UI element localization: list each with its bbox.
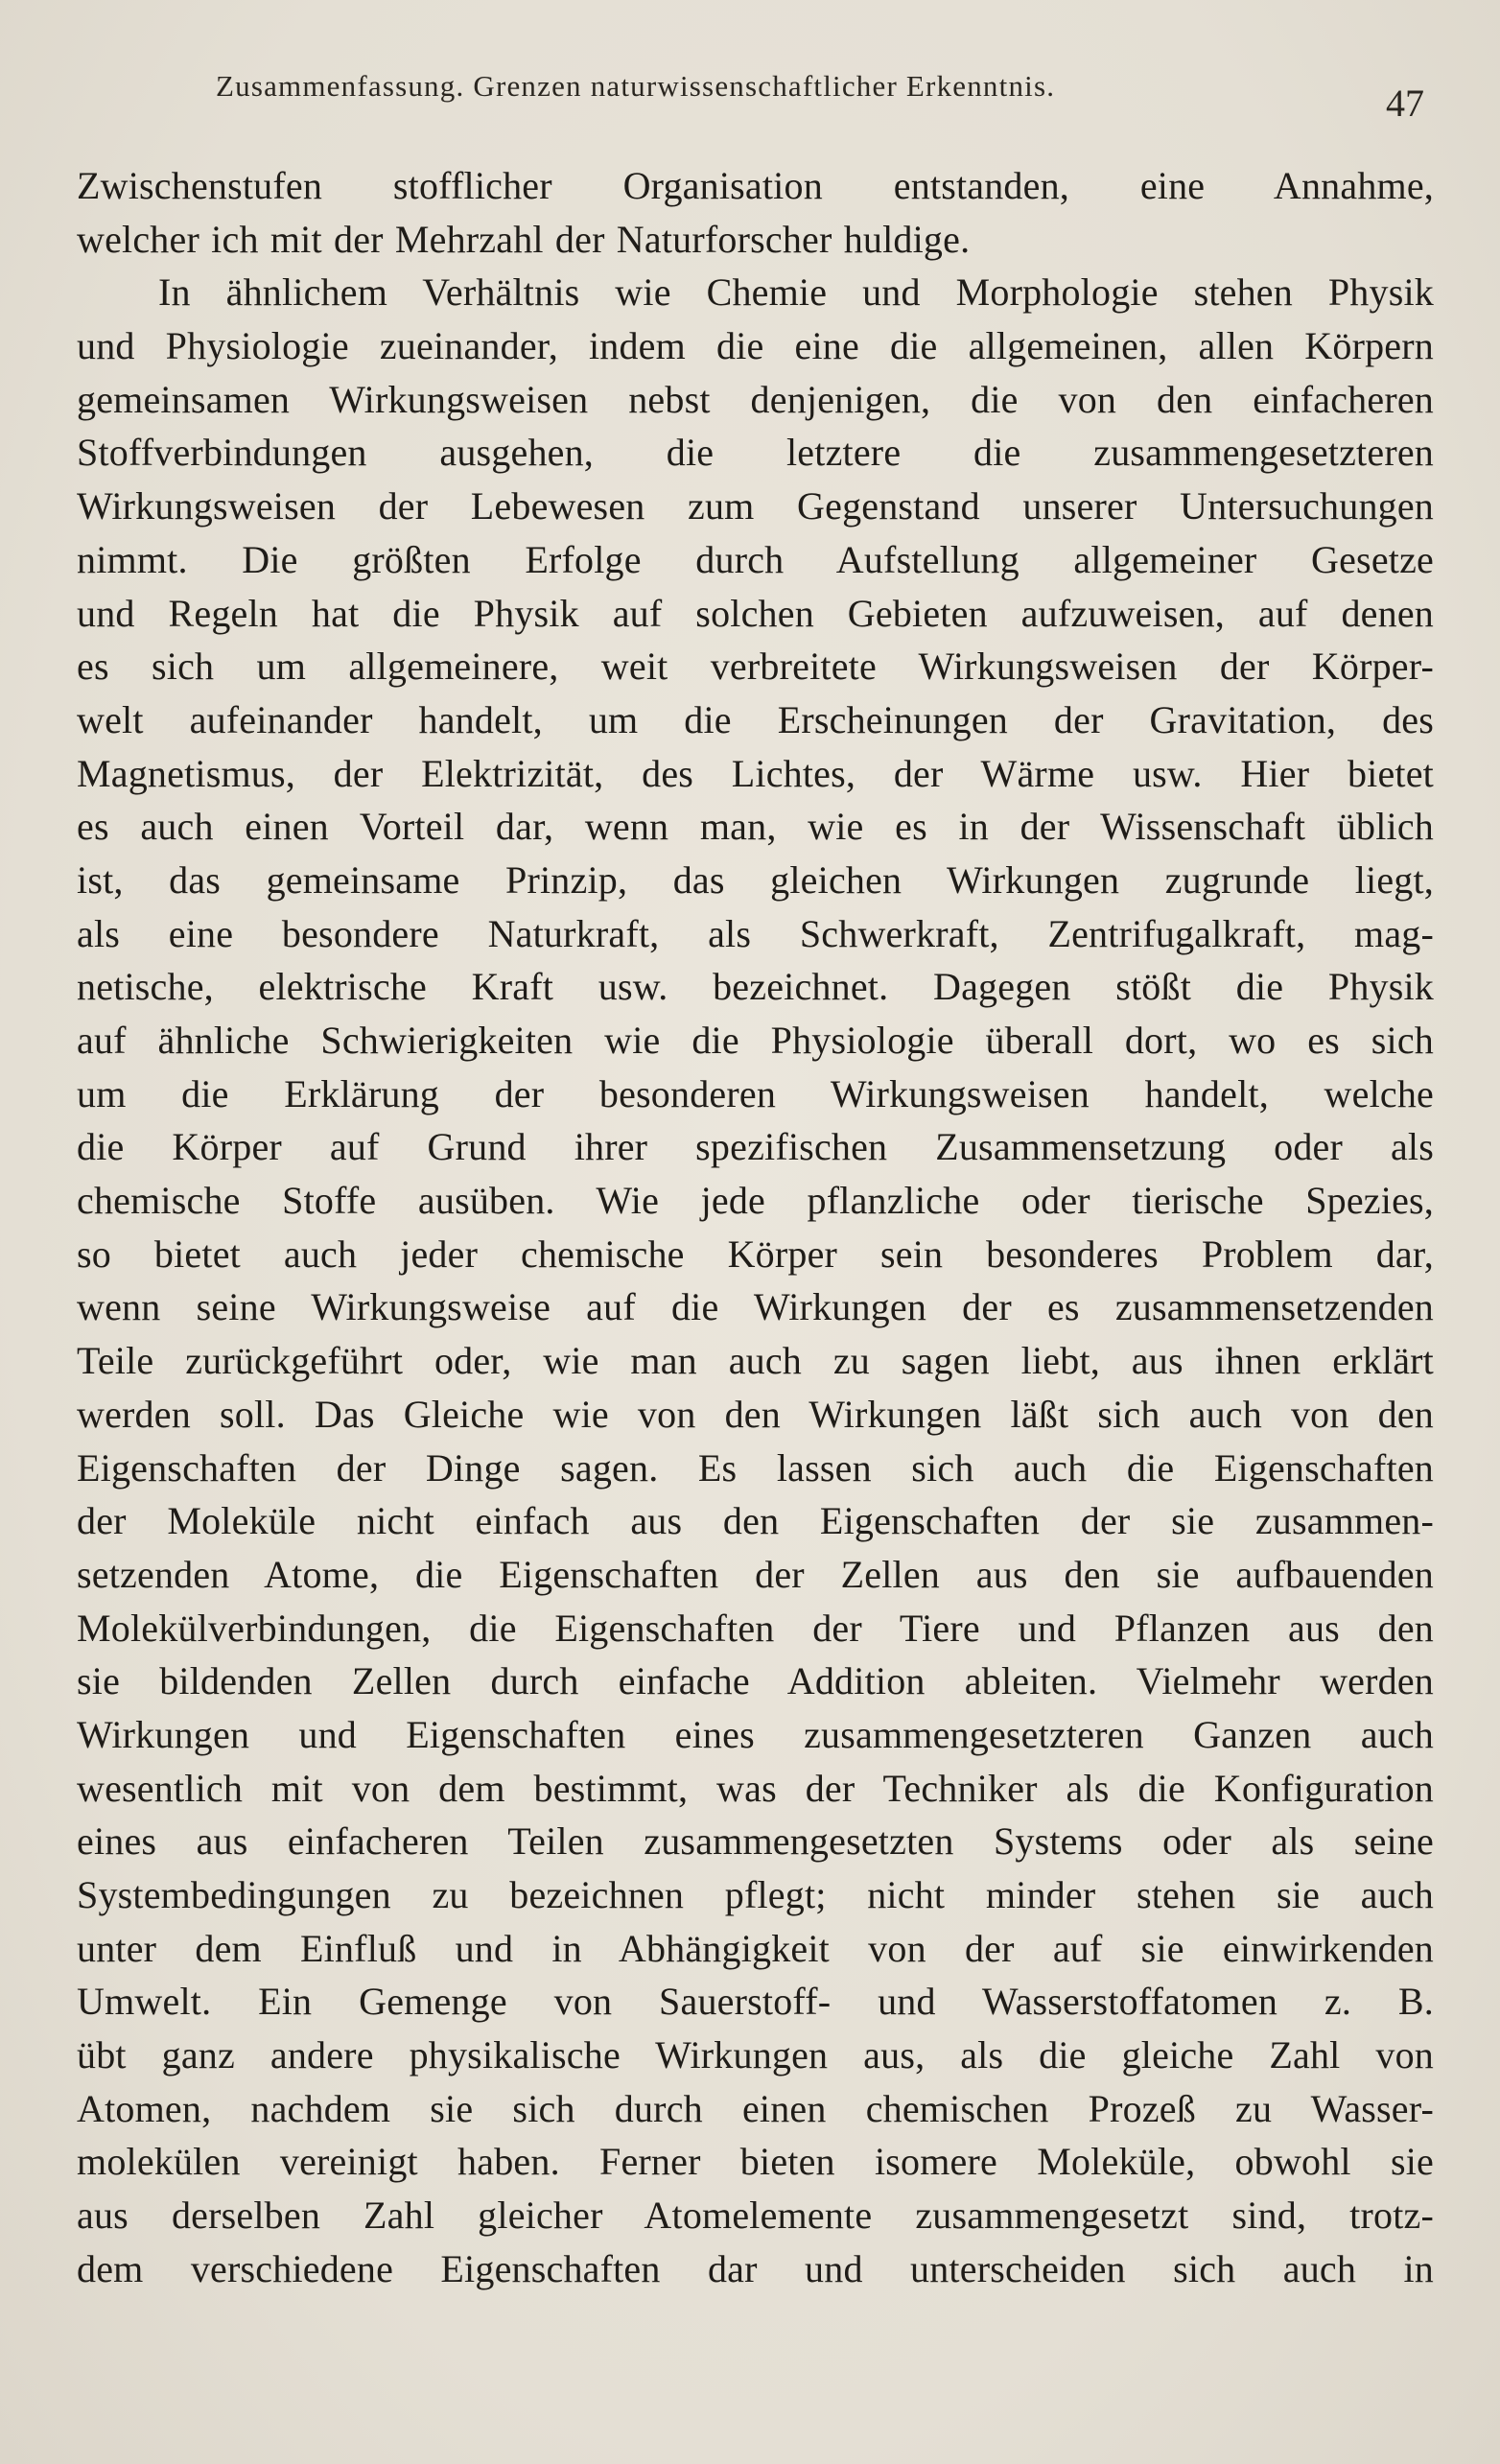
text-line: die Körper auf Grund ihrer spezifischen Zusammensetzung oder als [77,1125,1434,1169]
text-line: der Moleküle nicht einfach aus den Eigenschaften der sie zusammen- [77,1499,1434,1543]
text-line: Stoffverbindungen ausgehen, die letztere die zusammengesetzteren [77,431,1434,475]
text-line: eines aus einfacheren Teilen zusammengesetzten Systems oder als seine [77,1819,1434,1864]
text-line: Wirkungen und Eigenschaften eines zusammengesetzteren Ganzen auch [77,1712,1434,1756]
text-line: Eigenschaften der Dinge sagen. Es lassen sich auch die Eigenschaften [77,1445,1434,1490]
text-line: welt aufeinander handelt, um die Erscheinungen der Gravitation, des [77,697,1434,741]
text-line: so bietet auch jeder chemische Körper sein besonderes Problem dar, [77,1232,1434,1276]
text-line: nimmt. Die größten Erfolge durch Aufstellung allgemeiner Gesetze [77,537,1434,581]
text-line: Zwischenstufen stofflicher Organisation entstanden, eine Annahme, [77,164,1434,207]
text-line: molekülen vereinigt haben. Ferner bieten isomere Moleküle, obwohl sie [77,2140,1434,2184]
text-line: gemeinsamen Wirkungsweisen nebst denjenigen, die von den einfacheren [77,377,1434,421]
text-line: aus derselben Zahl gleicher Atomelemente zusammengesetzt sind, trotz- [77,2194,1434,2238]
text-line: chemische Stoffe ausüben. Wie jede pflanzliche oder tierische Spezies, [77,1179,1434,1223]
text-line: Systembedingungen zu bezeichnen pflegt; nicht minder stehen sie auch [77,1873,1434,1916]
text-line: und Physiologie zueinander, indem die eine die allgemeinen, allen Körpern [77,324,1434,368]
text-line: auf ähnliche Schwierigkeiten wie die Physiologie überall dort, wo es sich [77,1019,1434,1062]
text-line: Atomen, nachdem sie sich durch einen chemischen Prozeß zu Wasser- [77,2086,1434,2130]
text-line: es auch einen Vorteil dar, wenn man, wie es in der Wissenschaft üblich [77,805,1434,849]
text-line: Wirkungsweisen der Lebewesen zum Gegenstand unserer Untersuchungen [77,484,1434,528]
text-line: Magnetismus, der Elektrizität, des Lichtes, der Wärme usw. Hier bietet [77,751,1434,795]
text-line: netische, elektrische Kraft usw. bezeichnet. Dagegen stößt die Physik [77,965,1434,1009]
body-text [77,159,1434,2296]
text-line: sie bildenden Zellen durch einfache Addition ableiten. Vielmehr werden [77,1659,1434,1703]
text-line: wenn seine Wirkungsweise auf die Wirkungen der es zusammensetzenden [77,1285,1434,1329]
text-line: setzenden Atome, die Eigenschaften der Zellen aus den sie aufbauenden [77,1552,1434,1596]
paragraph-first-line: In ähnlichem Verhältnis wie Chemie und Morphologie stehen Physik [158,270,1434,315]
text-line: ist, das gemeinsame Prinzip, das gleichen Wirkungen zugrunde liegt, [77,857,1434,902]
page-number: 47 [1386,82,1424,125]
running-header: Zusammenfassung. Grenzen naturwissenschaftlicher Erkenntnis. [216,69,1056,103]
text-line: welcher ich mit der Mehrzahl der Naturforscher huldige. [77,217,971,261]
text-line: und Regeln hat die Physik auf solchen Gebieten aufzuweisen, auf denen [77,591,1434,635]
text-line: als eine besondere Naturkraft, als Schwerkraft, Zentrifugalkraft, mag- [77,911,1434,955]
text-line: um die Erklärung der besonderen Wirkungsweisen handelt, welche [77,1071,1434,1115]
text-line: es sich um allgemeinere, weit verbreitete Wirkungsweisen der Körper- [77,645,1434,689]
text-line: werden soll. Das Gleiche wie von den Wirkungen läßt sich auch von den [77,1392,1434,1436]
text-line: Umwelt. Ein Gemenge von Sauerstoff- und Wasserstoffatomen z. B. [77,1980,1434,2024]
text-line: Teile zurückgeführt oder, wie man auch zu sagen liebt, aus ihnen erklärt [77,1339,1434,1383]
text-line: übt ganz andere physikalische Wirkungen aus, als die gleiche Zahl von [77,2033,1434,2077]
text-line: dem verschiedene Eigenschaften dar und unterscheiden sich auch in [77,2246,1434,2290]
text-line: wesentlich mit von dem bestimmt, was der Techniker als die Konfiguration [77,1766,1434,1810]
text-line: Molekülverbindungen, die Eigenschaften der Tiere und Pflanzen aus den [77,1606,1434,1650]
text-line: unter dem Einfluß und in Abhängigkeit von der auf sie einwirkenden [77,1926,1434,1970]
